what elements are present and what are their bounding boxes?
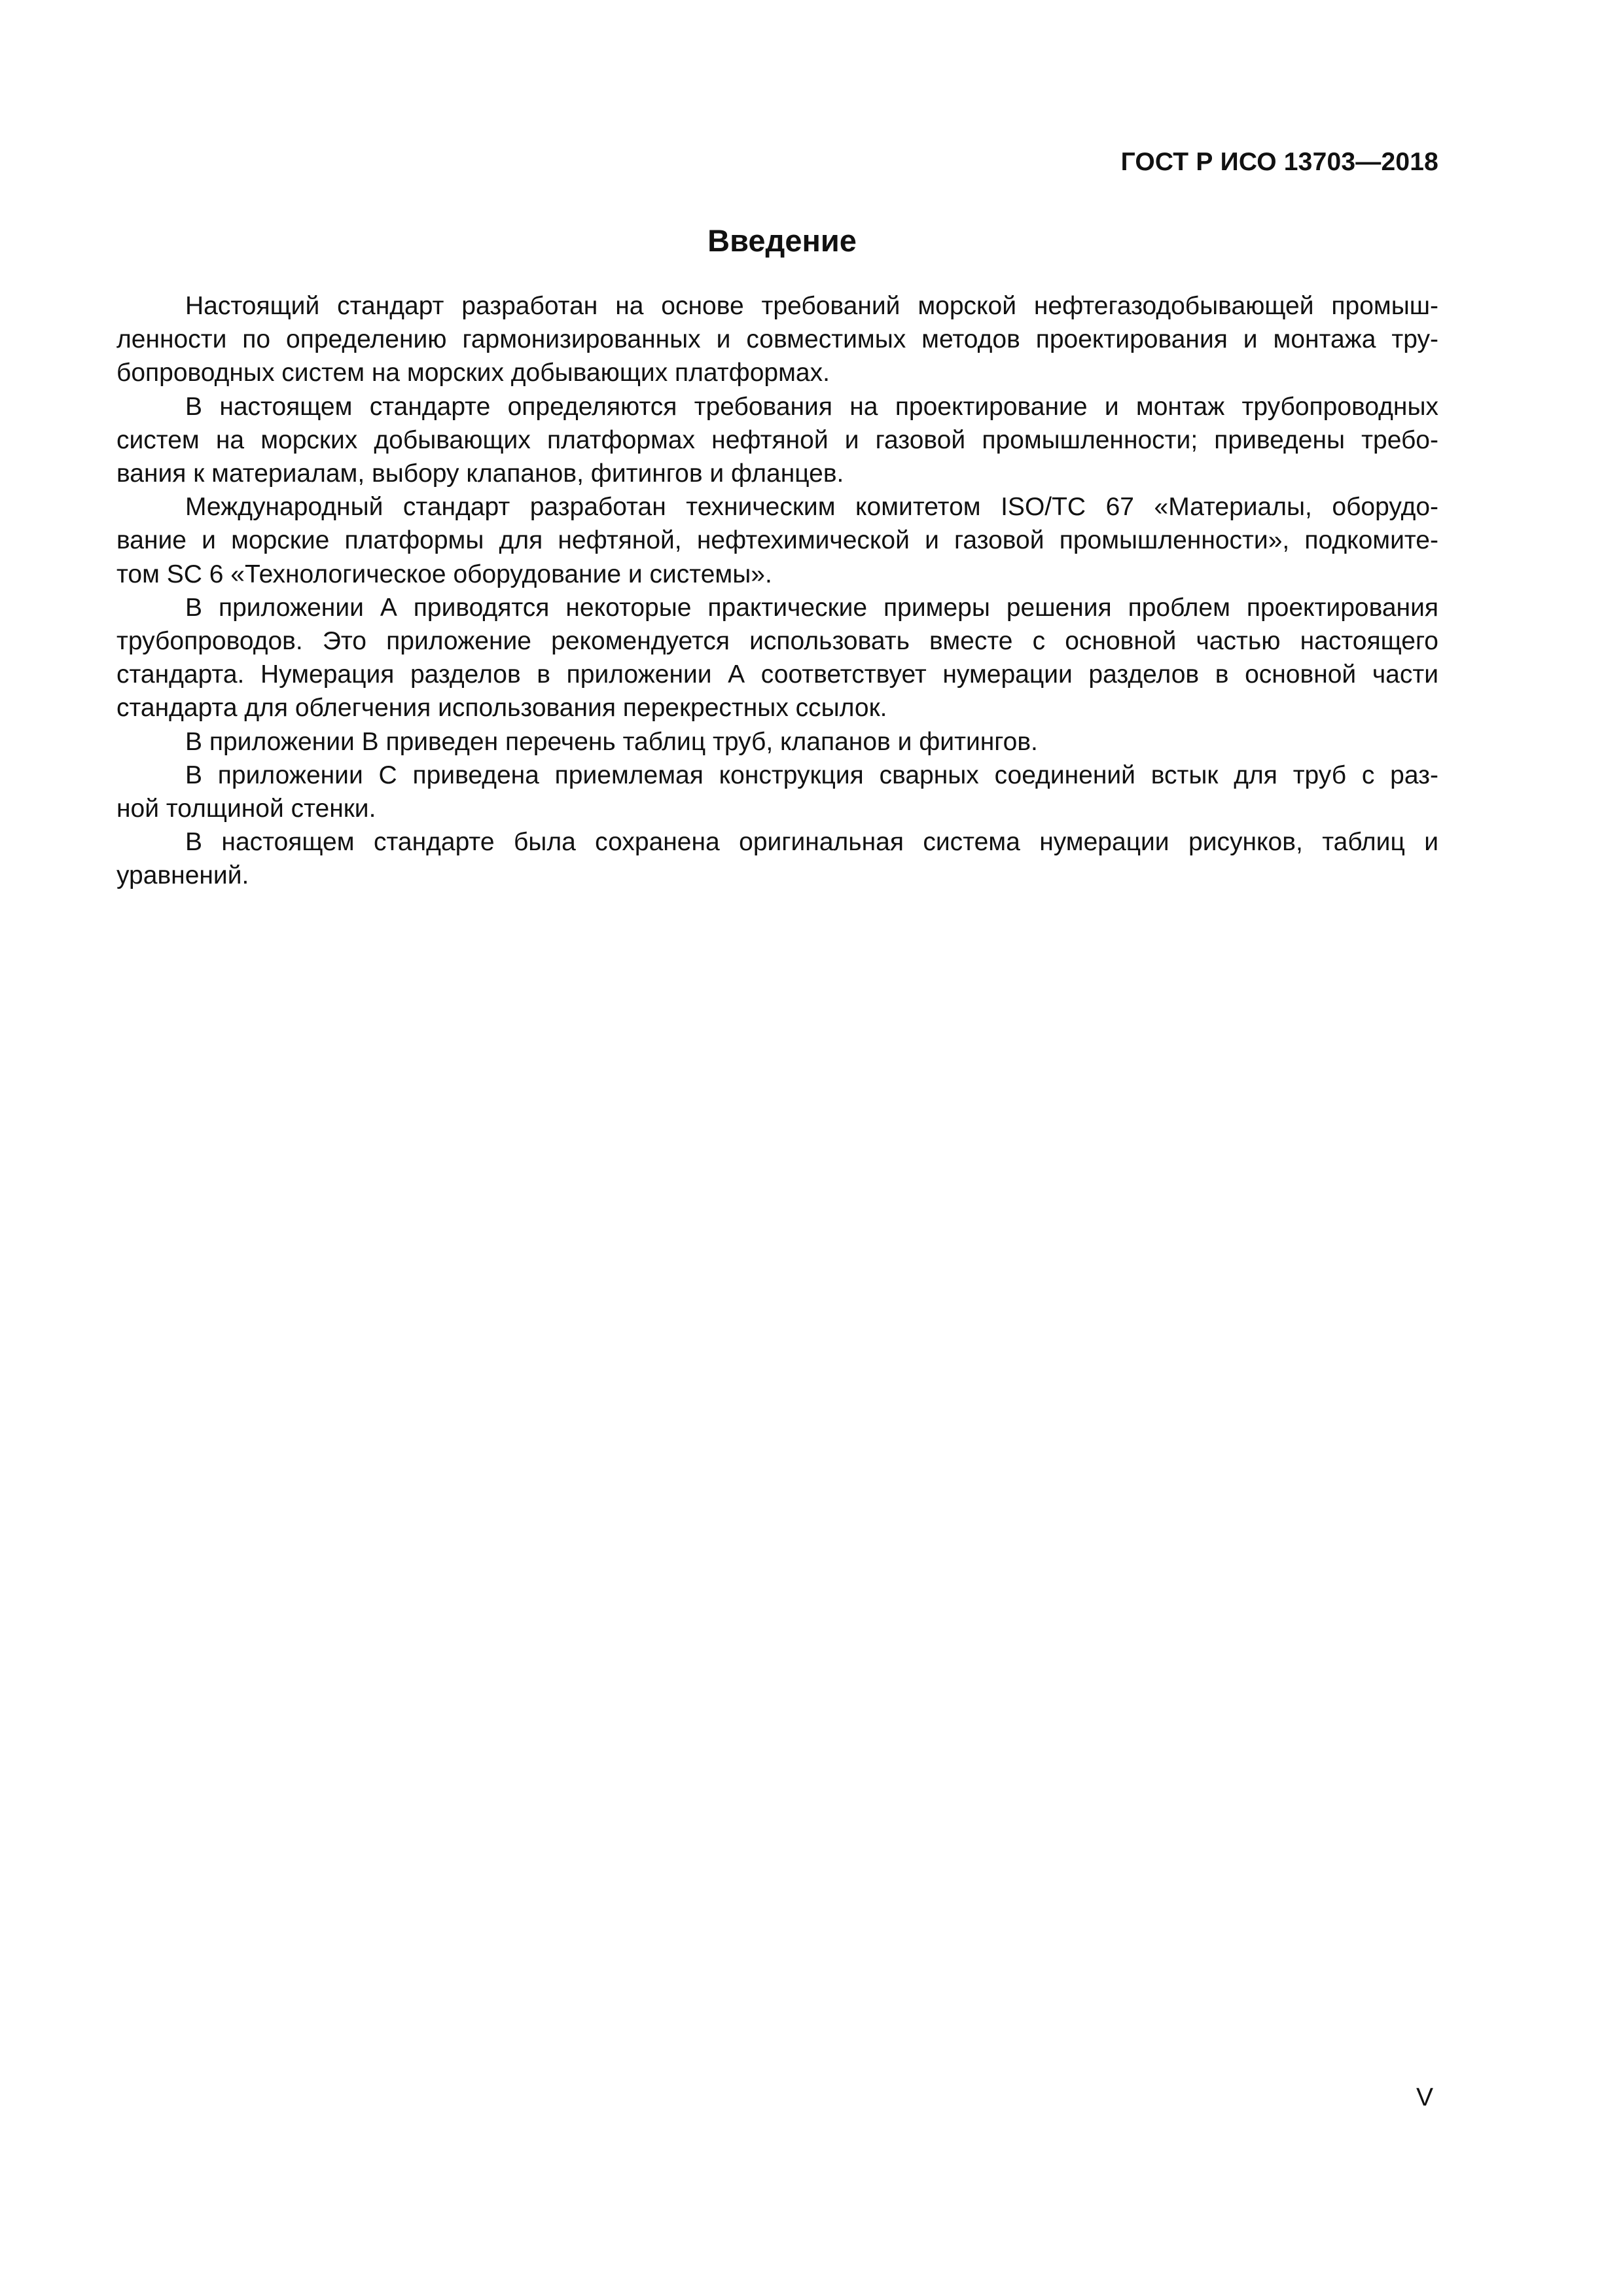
text-line: стандарта. Нумерация разделов в приложении А соответствует нумерации разделов в основной части: [116, 660, 1438, 689]
text-line: В настоящем стандарте была сохранена оригинальная система нумерации рисунков, таблиц и: [185, 828, 1438, 857]
text-line: том SC 6 «Технологическое оборудование и системы».: [116, 560, 772, 588]
text-line: трубопроводов. Это приложение рекомендуется использовать вместе с основной частью настоящего: [116, 627, 1438, 656]
text-line: В настоящем стандарте определяются требования на проектирование и монтаж трубопроводных: [185, 392, 1438, 421]
text-line: В приложении В приведен перечень таблиц труб, клапанов и фитингов.: [185, 727, 1038, 756]
text-line: В приложении А приводятся некоторые практические примеры решения проблем проектирования: [185, 593, 1438, 622]
paragraph-1: [116, 289, 1438, 390]
page-number: V: [1416, 2083, 1433, 2111]
paragraph-5: [116, 725, 1438, 759]
text-line: Настоящий стандарт разработан на основе требований морской нефтегазодобывающей промыш-: [185, 292, 1438, 320]
text-line: систем на морских добывающих платформах нефтяной и газовой промышленности; приведены требо-: [116, 425, 1438, 454]
text-line: вания к материалам, выбору клапанов, фитингов и фланцев.: [116, 459, 844, 488]
text-line: ленности по определению гармонизированных и совместимых методов проектирования и монтажа тру-: [116, 325, 1438, 354]
paragraph-2: [116, 390, 1438, 491]
text-line: бопроводных систем на морских добывающих платформах.: [116, 359, 830, 387]
paragraph-3: [116, 490, 1438, 591]
text-line: уравнений.: [116, 861, 249, 890]
text-line: стандарта для облегчения использования перекрестных ссылок.: [116, 694, 887, 723]
document-code: ГОСТ Р ИСО 13703—2018: [1120, 148, 1438, 176]
section-title: Введение: [707, 223, 857, 258]
paragraph-4: [116, 591, 1438, 725]
text-line: вание и морские платформы для нефтяной, нефтехимической и газовой промышленности», подкомите-: [116, 526, 1438, 555]
text-line: Международный стандарт разработан техническим комитетом ISO/TC 67 «Материалы, оборудо-: [185, 493, 1438, 522]
paragraph-6: [116, 759, 1438, 825]
body-text: [116, 289, 1438, 893]
text-line: В приложении С приведена приемлемая конструкция сварных соединений встык для труб с раз-: [185, 761, 1438, 789]
text-line: ной толщиной стенки.: [116, 795, 376, 823]
paragraph-7: [116, 825, 1438, 892]
